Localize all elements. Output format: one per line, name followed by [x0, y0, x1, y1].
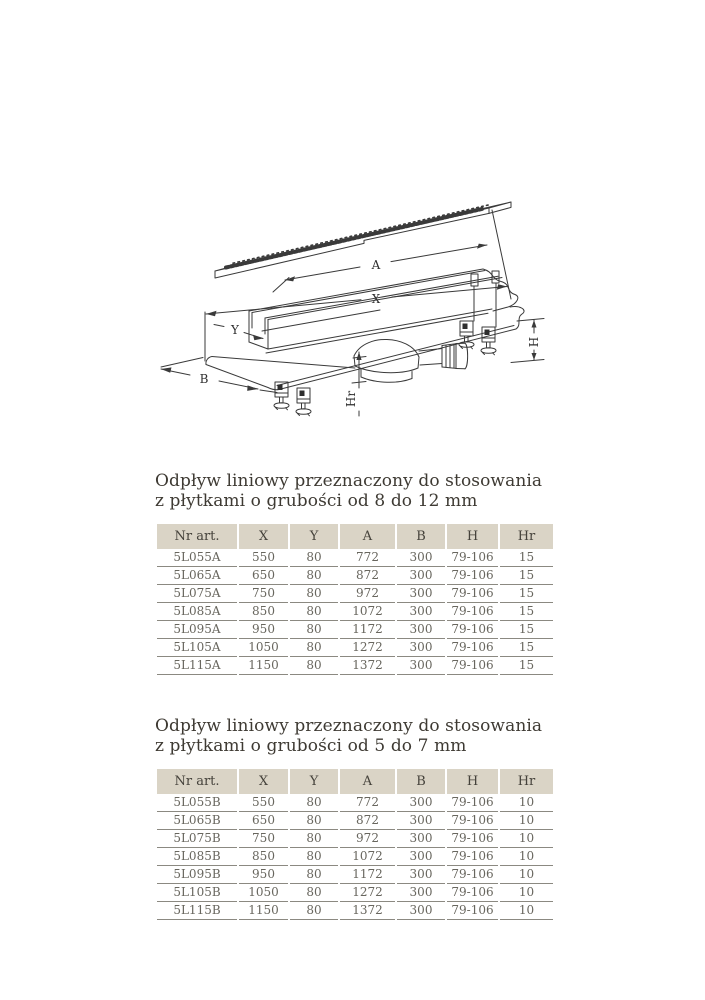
table-cell: 79-106: [447, 884, 498, 902]
table-cell: 872: [340, 812, 395, 830]
table-cell: 1150: [239, 902, 288, 920]
table-cell: 10: [500, 830, 553, 848]
table-row: [157, 657, 553, 675]
table-cell: 79-106: [447, 902, 498, 920]
table-row: [157, 549, 553, 567]
table-cell: 15: [500, 549, 553, 567]
column-header: X: [239, 524, 288, 549]
column-header: X: [239, 769, 288, 794]
column-header: B: [397, 769, 445, 794]
table-cell: 300: [397, 794, 445, 812]
table-header-row: [157, 524, 553, 549]
table-cell: 5L095B: [157, 866, 237, 884]
table-cell: 550: [239, 549, 288, 567]
column-header: Y: [290, 769, 338, 794]
table-cell: 79-106: [447, 639, 498, 657]
table-cell: 850: [239, 848, 288, 866]
table-cell: 300: [397, 848, 445, 866]
table-cell: 15: [500, 657, 553, 675]
table-cell: 5L105B: [157, 884, 237, 902]
table-cell: 850: [239, 603, 288, 621]
table-cell: 1272: [340, 884, 395, 902]
table-cell: 5L075A: [157, 585, 237, 603]
table-row: [157, 866, 553, 884]
table-row: [157, 603, 553, 621]
table-cell: 10: [500, 812, 553, 830]
table-cell: 79-106: [447, 794, 498, 812]
table-cell: 79-106: [447, 621, 498, 639]
mounting-flange-plate: [206, 307, 524, 390]
table-cell: 10: [500, 902, 553, 920]
table-cell: 79-106: [447, 848, 498, 866]
table-cell: 1072: [340, 848, 395, 866]
table-cell: 300: [397, 567, 445, 585]
column-header: B: [397, 524, 445, 549]
table-row: [157, 812, 553, 830]
spec-table-8-12mm: [155, 524, 555, 675]
table-cell: 80: [290, 902, 338, 920]
table-cell: 772: [340, 549, 395, 567]
table-cell: 950: [239, 621, 288, 639]
column-header: Nr art.: [157, 524, 237, 549]
spec-table-5-7mm: [155, 769, 555, 920]
table-cell: 300: [397, 884, 445, 902]
table-cell: 650: [239, 812, 288, 830]
table-row: [157, 902, 553, 920]
table-cell: 80: [290, 812, 338, 830]
table-cell: 772: [340, 794, 395, 812]
table-cell: 79-106: [447, 603, 498, 621]
table-cell: 80: [290, 884, 338, 902]
column-header: Hr: [500, 769, 553, 794]
table-cell: 650: [239, 567, 288, 585]
section-tiles-5-7mm: [155, 716, 565, 920]
table-row: [157, 794, 553, 812]
table-cell: 5L075B: [157, 830, 237, 848]
table-cell: 1272: [340, 639, 395, 657]
column-header: Hr: [500, 524, 553, 549]
table-cell: 300: [397, 830, 445, 848]
table-row: [157, 639, 553, 657]
table-row: [157, 830, 553, 848]
table-cell: 80: [290, 585, 338, 603]
table-cell: 1172: [340, 866, 395, 884]
drain-grate: [215, 202, 511, 278]
table-cell: 750: [239, 585, 288, 603]
table-cell: 80: [290, 848, 338, 866]
section-title: [155, 716, 565, 756]
table-row: [157, 585, 553, 603]
table-cell: 79-106: [447, 585, 498, 603]
table-cell: 79-106: [447, 830, 498, 848]
table-cell: 10: [500, 866, 553, 884]
table-row: [157, 884, 553, 902]
table-cell: 5L055B: [157, 794, 237, 812]
dim-label-x: X: [371, 292, 381, 306]
table-cell: 972: [340, 585, 395, 603]
table-cell: 1372: [340, 657, 395, 675]
table-cell: 79-106: [447, 657, 498, 675]
adjustable-feet-right: [459, 271, 499, 355]
table-header-row: [157, 769, 553, 794]
table-cell: 15: [500, 567, 553, 585]
table-cell: 1050: [239, 639, 288, 657]
table-row: [157, 848, 553, 866]
section-title: [155, 471, 565, 511]
table-cell: 300: [397, 621, 445, 639]
table-cell: 5L085B: [157, 848, 237, 866]
column-header: Y: [290, 524, 338, 549]
table-cell: 5L105A: [157, 639, 237, 657]
adjustable-feet-left: [274, 382, 311, 416]
dim-label-a: A: [371, 258, 381, 272]
table-cell: 300: [397, 902, 445, 920]
table-cell: 300: [397, 866, 445, 884]
technical-drawing: [140, 168, 570, 432]
table-cell: 79-106: [447, 549, 498, 567]
table-cell: 1072: [340, 603, 395, 621]
table-row: [157, 621, 553, 639]
table-cell: 15: [500, 603, 553, 621]
table-cell: 300: [397, 639, 445, 657]
table-cell: 300: [397, 549, 445, 567]
table-cell: 79-106: [447, 567, 498, 585]
dim-label-h: H: [527, 336, 541, 348]
table-cell: 80: [290, 567, 338, 585]
table-cell: 1150: [239, 657, 288, 675]
table-cell: 15: [500, 639, 553, 657]
table-cell: 5L095A: [157, 621, 237, 639]
table-row: [157, 567, 553, 585]
dim-label-hr: Hr: [344, 390, 358, 408]
dim-label-y: Y: [231, 323, 239, 337]
table-cell: 80: [290, 621, 338, 639]
table-cell: 750: [239, 830, 288, 848]
dimension-b: [161, 358, 277, 393]
title-line-1: Odpływ liniowy przeznaczony do stosowania: [155, 471, 543, 491]
table-cell: 80: [290, 657, 338, 675]
table-cell: 1372: [340, 902, 395, 920]
column-header: H: [447, 769, 498, 794]
column-header: A: [340, 524, 395, 549]
section-tiles-8-12mm: [155, 471, 565, 675]
table-cell: 972: [340, 830, 395, 848]
table-cell: 80: [290, 639, 338, 657]
title-line-2: z płytkami o grubości od 5 do 7 mm: [155, 736, 467, 756]
title-line-2: z płytkami o grubości od 8 do 12 mm: [155, 491, 478, 511]
column-header: A: [340, 769, 395, 794]
table-cell: 79-106: [447, 866, 498, 884]
table-cell: 950: [239, 866, 288, 884]
table-cell: 10: [500, 794, 553, 812]
table-cell: 80: [290, 794, 338, 812]
table-cell: 300: [397, 812, 445, 830]
table-cell: 79-106: [447, 812, 498, 830]
dimension-y: [214, 323, 263, 340]
table-cell: 5L065B: [157, 812, 237, 830]
dimension-h: [511, 319, 544, 363]
table-cell: 872: [340, 567, 395, 585]
table-cell: 5L085A: [157, 603, 237, 621]
table-cell: 1172: [340, 621, 395, 639]
table-cell: 5L115A: [157, 657, 237, 675]
table-cell: 5L115B: [157, 902, 237, 920]
table-cell: 550: [239, 794, 288, 812]
table-cell: 300: [397, 603, 445, 621]
table-cell: 80: [290, 866, 338, 884]
table-cell: 80: [290, 830, 338, 848]
table-cell: 15: [500, 585, 553, 603]
table-cell: 300: [397, 657, 445, 675]
table-cell: 10: [500, 848, 553, 866]
table-cell: 1050: [239, 884, 288, 902]
title-line-1: Odpływ liniowy przeznaczony do stosowania: [155, 716, 543, 736]
table-cell: 10: [500, 884, 553, 902]
table-cell: 80: [290, 549, 338, 567]
table-cell: 15: [500, 621, 553, 639]
table-cell: 5L065A: [157, 567, 237, 585]
column-header: Nr art.: [157, 769, 237, 794]
dimension-x: [205, 284, 507, 361]
table-cell: 5L055A: [157, 549, 237, 567]
table-cell: 300: [397, 585, 445, 603]
dim-label-b: B: [199, 372, 209, 386]
column-header: H: [447, 524, 498, 549]
table-cell: 80: [290, 603, 338, 621]
